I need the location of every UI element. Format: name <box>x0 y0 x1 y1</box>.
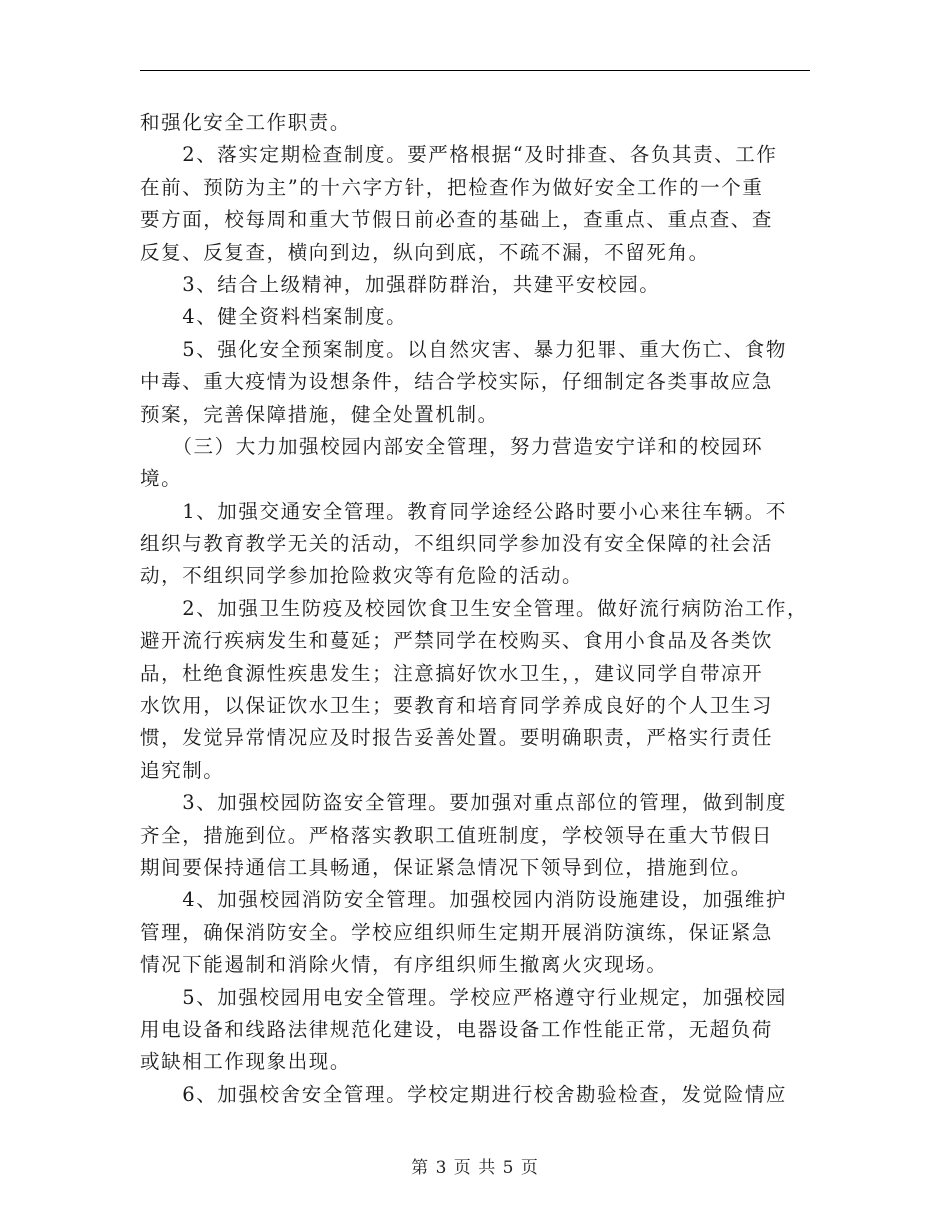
section-heading-line: 境。 <box>140 467 183 491</box>
text-line: 追究制。 <box>140 758 225 782</box>
text-line: 情况下能遏制和消除火情，有序组织师生撤离火灾现场。 <box>140 953 668 977</box>
text-line: 中毒、重大疫情为设想条件，结合学校实际，仔细制定各类事故应急 <box>140 370 774 394</box>
page-number-footer: 第 3 页 共 5 页 <box>411 1158 539 1178</box>
text-line: 惯，发觉异常情况应及时报告妥善处置。要明确职责，严格实行责任 <box>140 726 774 750</box>
text-line: 避开流行疾病发生和蔓延；严禁同学在校购买、食用小食品及各类饮 <box>140 629 774 653</box>
text-line: 水饮用，以保证饮水卫生；要教育和培育同学养成良好的个人卫生习 <box>140 694 774 718</box>
text-line: 齐全，措施到位。严格落实教职工值班制度，学校领导在重大节假日 <box>140 823 774 847</box>
text-line: 用电设备和线路法律规范化建设，电器设备工作性能正常，无超负荷 <box>140 1017 774 1041</box>
text-line: 3、结合上级精神，加强群防群治，共建平安校园。 <box>140 272 661 296</box>
text-line: 管理，确保消防安全。学校应组织师生定期开展消防演练，保证紧急 <box>140 920 774 944</box>
text-line: 和强化安全工作职责。 <box>140 111 352 134</box>
text-line: 2、落实定期检查制度。要严格根据“及时排查、各负其责、工作 <box>140 143 778 167</box>
text-line: 预案，完善保障措施，健全处置机制。 <box>140 402 499 426</box>
text-line: 或缺相工作现象出现。 <box>140 1050 352 1074</box>
document-body <box>140 107 810 1111</box>
section-heading-line: （三）大力加强校园内部安全管理，努力营造安宁详和的校园环 <box>140 434 764 458</box>
text-line: 5、强化安全预案制度。以自然灾害、暴力犯罪、重大伤亡、食物 <box>140 337 788 361</box>
text-line: 要方面，校每周和重大节假日前必查的基础上，查重点、重点查、查 <box>140 208 774 232</box>
text-line: 2、加强卫生防疫及校园饮食卫生安全管理。做好流行病防治工作， <box>140 596 809 620</box>
text-line: 4、加强校园消防安全管理。加强校园内消防设施建设，加强维护 <box>140 888 788 912</box>
text-line: 反复、反复查，横向到边，纵向到底，不疏不漏，不留死角。 <box>140 240 710 264</box>
text-line: 期间要保持通信工具畅通，保证紧急情况下领导到位，措施到位。 <box>140 855 752 879</box>
text-line: 5、加强校园用电安全管理。学校应严格遵守行业规定，加强校园 <box>140 985 788 1009</box>
text-line: 4、健全资料档案制度。 <box>140 305 408 329</box>
header-rule <box>140 70 810 71</box>
text-line: 组织与教育教学无关的活动，不组织同学参加没有安全保障的社会活 <box>140 532 774 556</box>
text-line: 6、加强校舍安全管理。学校定期进行校舍勘验检查，发觉险情应 <box>140 1082 788 1106</box>
text-line: 3、加强校园防盗安全管理。要加强对重点部位的管理，做到制度 <box>140 791 788 815</box>
text-line: 动，不组织同学参加抢险救灾等有危险的活动。 <box>140 564 584 588</box>
text-line: 1、加强交通安全管理。教育同学途经公路时要小心来往车辆。不 <box>140 499 788 523</box>
text-line: 品，杜绝食源性疾患发生；注意搞好饮水卫生，，建议同学自带凉开 <box>140 661 764 685</box>
text-line: 在前、预防为主”的十六字方针，把检查作为做好安全工作的一个重 <box>140 175 764 199</box>
